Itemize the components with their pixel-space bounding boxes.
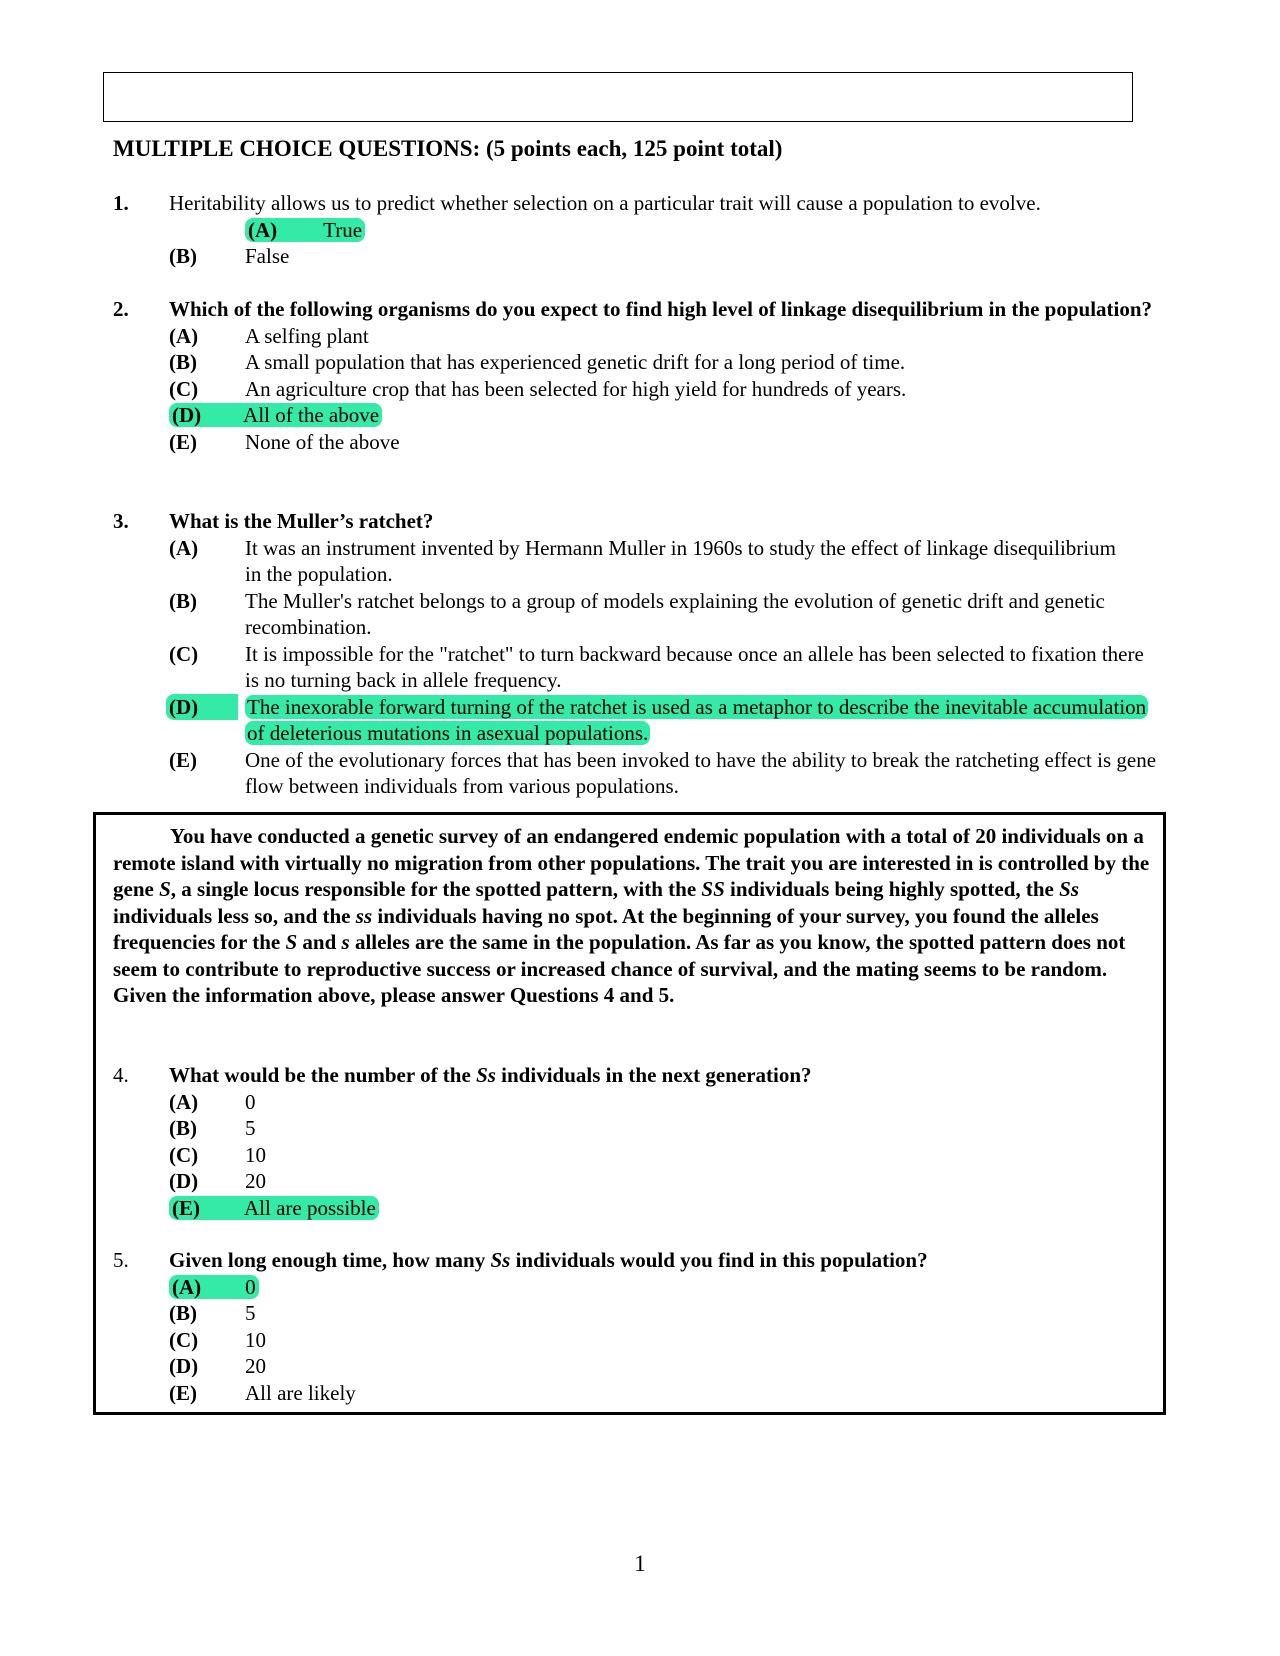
question-5 [113,1247,1163,1406]
answer-highlight: (D) [166,694,238,721]
scenario-text: You have conducted a genetic survey of an endangered endemic population with a total of 20 individuals on a remote island with virtually no migration from other populations. The trait you are interested in is controlled by the gene S, a single locus responsible for the spotted pattern, with the SS individuals being highly spotted, the Ss individuals less so, and the ss individuals having no spot. At the beginning of your survey, you found the alleles frequencies for the S and s alleles are the same in the population. As far as you know, the spotted pattern does not seem to contribute to reproductive success or increased chance of survival, and the mating seems to be random. Given the information above, please answer Questions 4 and 5. [113,824,1150,1007]
question-number: 4. [113,1063,129,1087]
answer-highlight: (E) All are possible [169,1196,379,1220]
option-b: (B) 5 [169,1301,256,1325]
question-stem: What would be the number of the Ss individuals in the next generation? [169,1063,812,1087]
option-a: (A) A selfing plant [169,323,369,348]
answer-highlight: (A) True [245,218,365,242]
question-1 [113,190,1163,270]
option-b: (B) A small population that has experienced genetic drift for a long period of time. [169,350,906,374]
option-e: (E) One of the evolutionary forces that has been invoked to have the ability to break the ratcheting effect is gene flow between individuals from various populations. [169,747,1157,798]
option-c: (C) 10 [169,1142,266,1167]
option-c: (C) An agriculture crop that has been selected for high yield for hundreds of years. [169,376,907,401]
question-number: 2. [113,297,129,321]
option-a [169,1274,1163,1301]
option-c: (C) 10 [169,1327,266,1352]
option-a [169,217,1163,244]
name-box [103,72,1133,122]
section-title: MULTIPLE CHOICE QUESTIONS: (5 points each, 125 point total) [113,136,783,161]
option-e: (E) All are likely [169,1380,356,1405]
question-stem: What is the Muller’s ratchet? [169,509,434,533]
question-4 [113,1062,1163,1221]
question-stem: Heritability allows us to predict whether selection on a particular trait will cause a population to evolve. [169,191,1041,215]
option-e: (E) None of the above [169,429,400,454]
question-number: 3. [113,509,129,533]
option-d: (D) 20 [169,1169,266,1193]
option-b: (B) 5 [169,1116,256,1140]
option-a: (A) It was an instrument invented by Hermann Muller in 1960s to study the effect of linkage disequilibrium in the population. [169,535,1116,586]
option-e [169,1195,1163,1222]
question-number: 1. [113,191,129,215]
option-b: (B) The Muller's ratchet belongs to a group of models explaining the evolution of genetic drift and genetic recombination. [169,588,1105,639]
option-d [169,402,1163,429]
answer-highlight: (A) 0 [169,1275,259,1299]
option-d: (D) 20 [169,1354,266,1378]
option-c: (C) It is impossible for the "ratchet" to turn backward because once an allele has been selected to fixation there is no turning back in allele frequency. [169,641,1144,692]
answer-highlight: (D) All of the above [169,403,382,427]
option-d: (D) The inexorable forward turning of the ratchet is used as a metaphor to describe the inevitable accumulation of deleterious mutations in asexual populations. [169,694,1163,747]
question-stem: Which of the following organisms do you expect to find high level of linkage disequilibrium in the population? [169,297,1153,321]
option-a: (A) 0 [169,1089,256,1114]
question-number: 5. [113,1248,129,1272]
page-number: 1 [634,1551,646,1576]
question-3 [113,508,1163,800]
question-2 [113,296,1163,455]
option-b: (B) False [169,244,290,268]
question-stem: Given long enough time, how many Ss individuals would you find in this population? [169,1248,928,1272]
